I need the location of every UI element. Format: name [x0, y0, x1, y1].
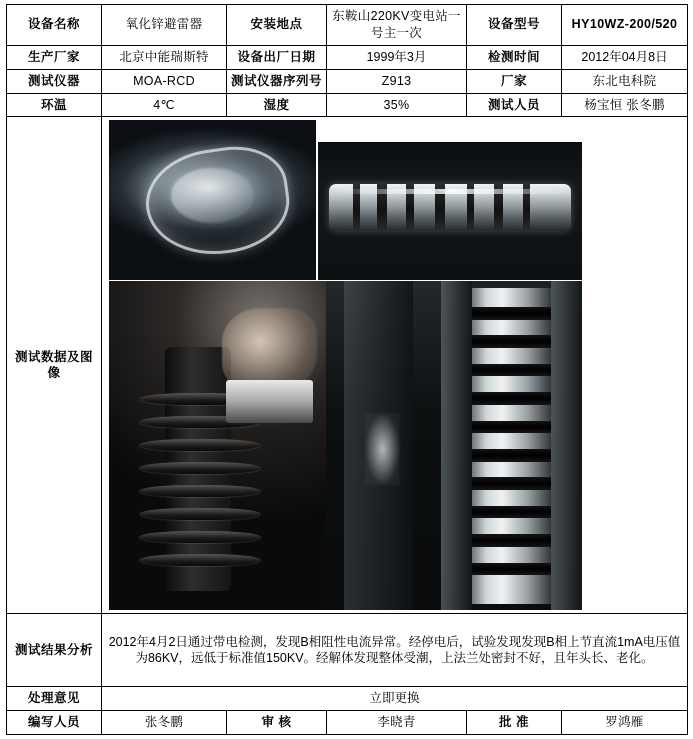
instrument-value: MOA-RCD	[102, 69, 227, 93]
author-label: 编写人员	[7, 711, 102, 735]
opinion-row	[7, 687, 688, 711]
device-model-value: HY10WZ-200/520	[562, 5, 688, 46]
approver-label: 批 准	[467, 711, 562, 735]
column-glint	[365, 413, 400, 485]
opinion-value: 立即更换	[102, 687, 688, 711]
resistor-stack-shape	[472, 288, 551, 604]
tester-label: 测试人员	[467, 93, 562, 117]
instrument-serial-value: Z913	[327, 69, 467, 93]
photo-collage	[104, 120, 685, 610]
cracked-glass-plate-photo	[109, 120, 316, 280]
grip-shape	[226, 380, 313, 423]
approver-value: 罗鸿雁	[562, 711, 688, 735]
test-date-label: 检测时间	[467, 45, 562, 69]
test-images-label: 测试数据及图像	[7, 117, 102, 614]
humidity-value: 35%	[327, 93, 467, 117]
table-row	[7, 93, 688, 117]
production-date-label: 设备出厂日期	[227, 45, 327, 69]
instrument-maker-value: 东北电科院	[562, 69, 688, 93]
reviewer-label: 审 核	[227, 711, 327, 735]
install-location-value: 东鞍山220KV变电站一号主一次	[327, 5, 467, 46]
device-model-label: 设备型号	[467, 5, 562, 46]
striped-resistor-column-photo	[441, 281, 582, 610]
horizontal-tube-photo	[318, 142, 582, 280]
table-row	[7, 69, 688, 93]
instrument-label: 测试仪器	[7, 69, 102, 93]
tester-value: 杨宝恒 张冬鹏	[562, 93, 688, 117]
humidity-label: 湿度	[227, 93, 327, 117]
device-name-label: 设备名称	[7, 5, 102, 46]
manufacturer-label: 生产厂家	[7, 45, 102, 69]
test-date-value: 2012年04月8日	[562, 45, 688, 69]
images-row	[7, 117, 688, 614]
instrument-serial-label: 测试仪器序列号	[227, 69, 327, 93]
opinion-label: 处理意见	[7, 687, 102, 711]
arrester-held-by-hand-photo	[109, 281, 326, 610]
signoff-row	[7, 711, 688, 735]
tube-highlight	[334, 189, 566, 194]
author-value: 张冬鹏	[102, 711, 227, 735]
instrument-maker-label: 厂家	[467, 69, 562, 93]
production-date-value: 1999年3月	[327, 45, 467, 69]
device-name-value: 氧化锌避雷器	[102, 5, 227, 46]
test-images-cell	[102, 117, 688, 614]
table-row	[7, 5, 688, 46]
inspection-report-table	[6, 4, 688, 735]
analysis-text: 2012年4月2日通过带电检测，发现B相阻性电流异常。经停电后，试验发现发现B相上节直流1mA电压值为86KV，远低于标准值150KV。经解体发现整体受潮，上法兰处密封不好，且年头长、老化。	[102, 614, 688, 687]
ambient-temp-label: 环温	[7, 93, 102, 117]
reviewer-value: 李晓青	[327, 711, 467, 735]
analysis-label: 测试结果分析	[7, 614, 102, 687]
manufacturer-value: 北京中能瑞斯特	[102, 45, 227, 69]
ambient-temp-value: 4℃	[102, 93, 227, 117]
analysis-row	[7, 614, 688, 687]
install-location-label: 安装地点	[227, 5, 327, 46]
table-row	[7, 45, 688, 69]
inner-column-dark-photo	[326, 281, 441, 610]
